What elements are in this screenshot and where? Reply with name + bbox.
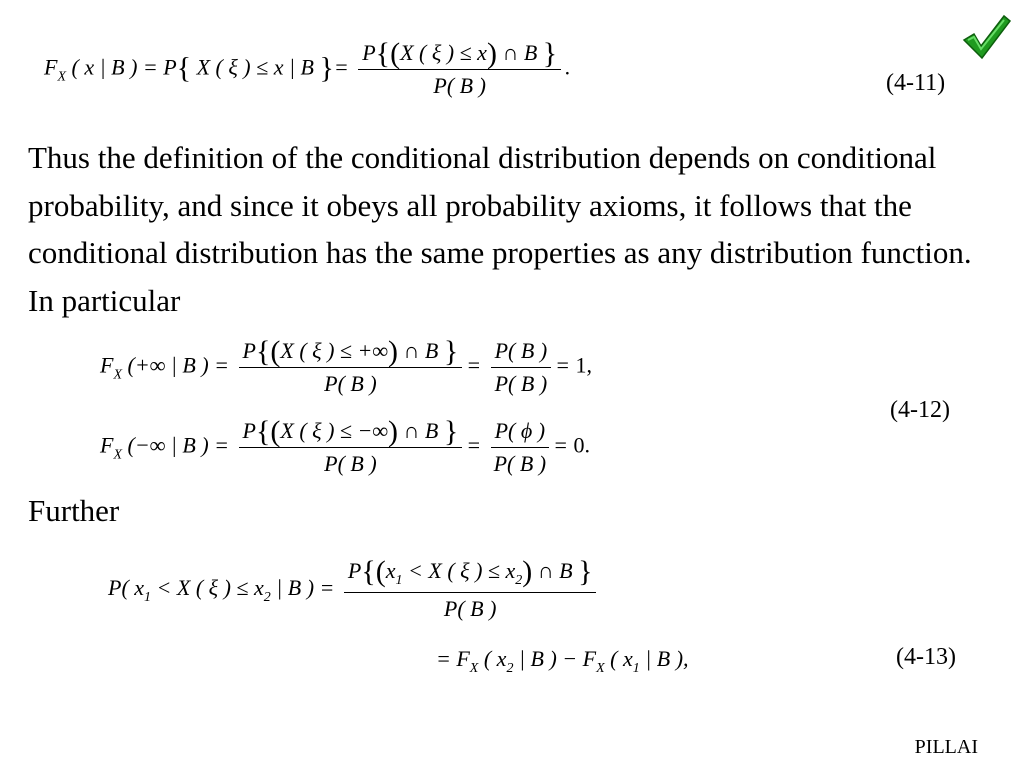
- equation-4-13a: P( $x_1 < X$ ( ξ ) ≤ $x_2$ | B ) = $\frac{P\{(x_1 < X ( \xi ) \le x_2) \cap B \}}{P( B )}$: [108, 558, 600, 622]
- equation-4-13b: = $F_X$ ( $x_2$ | B ) − $F_X$ ( $x_1$ | B ),: [436, 646, 689, 676]
- equation-label-4-12: (4-12): [890, 397, 950, 423]
- checkmark-icon: [960, 10, 1012, 67]
- equation-4-11: $F_X$ ( x | B ) = P{ X ( ξ ) ≤ x | B }= $\frac{P\{(X ( \xi ) \le x) \cap B \}}{P( B )}$ .: [44, 37, 571, 98]
- equation-label-4-11: (4-11): [886, 70, 946, 96]
- footer-author: PILLAI: [914, 736, 978, 758]
- equation-label-4-13: (4-13): [896, 644, 956, 670]
- further-text: Further: [28, 493, 120, 528]
- equation-4-12b: $F_X$ (−∞ | B ) = $\frac{P\{(X ( \xi ) \le -\infty) \cap B \}}{P( B )}$ = $\frac{P( \phi )}{P( B )}$ = 0.: [100, 415, 590, 476]
- equation-4-12a: $F_X$ (+∞ | B ) = $\frac{P\{(X ( \xi ) \le +\infty) \cap B \}}{P( B )}$ = $\frac{P( B )}{P( B )}$ = 1,: [100, 335, 592, 396]
- body-paragraph: Thus the definition of the conditional distribution depends on conditional probability, and since it obeys all probability axioms, it follows that the conditional distribution has the same properties as any distribution function. In particular: [28, 140, 972, 318]
